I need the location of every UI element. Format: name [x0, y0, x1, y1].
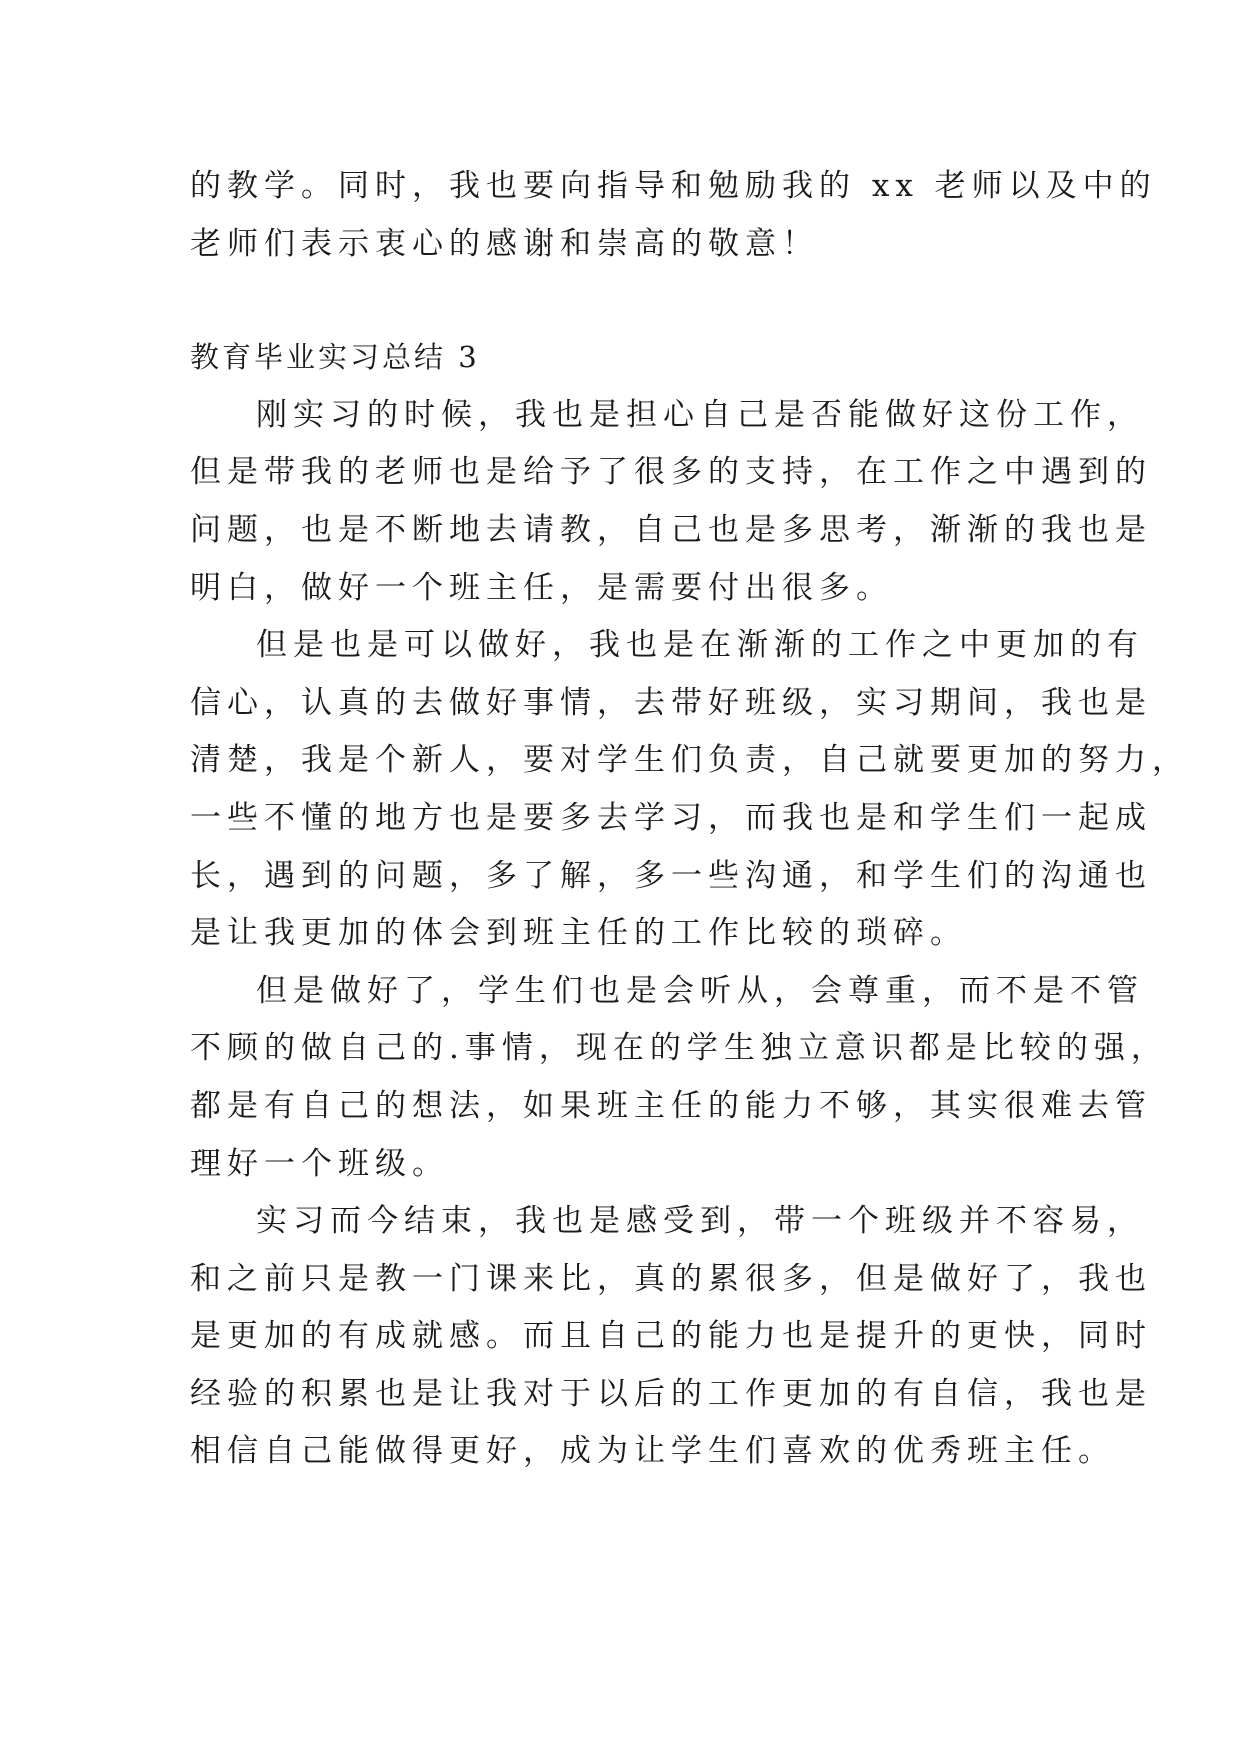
- text-line: 不顾的做自己的.事情，现在的学生独立意识都是比较的强，: [190, 1030, 1168, 1067]
- paragraph-1: [190, 387, 1152, 617]
- text-line: 的教学。同时，我也要向指导和勉励我的 xx 老师以及中的: [190, 168, 1157, 204]
- text-line: 但是做好了，学生们也是会听从，会尊重，而不是不管: [256, 972, 1144, 1009]
- document-body: [190, 158, 1189, 1481]
- text-line: 经验的积累也是让我对于以后的工作更加的有自信，我也是: [190, 1375, 1152, 1412]
- text-line: 信心，认真的去做好事情，去带好班级，实习期间，我也是: [190, 684, 1152, 721]
- text-line: 是更加的有成就感。而且自己的能力也是提升的更快，同时: [190, 1318, 1152, 1355]
- section-title: 教育毕业实习总结 3: [190, 340, 480, 375]
- text-line: 老师们表示衷心的感谢和崇高的敬意！: [190, 225, 819, 262]
- text-line: 但是也是可以做好，我也是在渐渐的工作之中更加的有: [256, 627, 1144, 664]
- text-line: 但是带我的老师也是给予了很多的支持，在工作之中遇到的: [190, 454, 1152, 491]
- text-line: 清楚，我是个新人，要对学生们负责，自己就要更加的努力，: [190, 742, 1189, 779]
- text-line: 一些不懂的地方也是要多去学习，而我也是和学生们一起成: [190, 799, 1152, 836]
- text-line: 实习而今结束，我也是感受到，带一个班级并不容易，: [256, 1203, 1144, 1240]
- intro-paragraph: [190, 158, 1157, 273]
- paragraph-2: [190, 617, 1189, 963]
- text-line: 刚实习的时候，我也是担心自己是否能做好这份工作，: [256, 396, 1144, 433]
- text-line: 和之前只是教一门课来比，真的累很多，但是做好了，我也: [190, 1260, 1152, 1297]
- text-line: 都是有自己的想法，如果班主任的能力不够，其实很难去管: [190, 1087, 1152, 1124]
- text-line: 明白，做好一个班主任，是需要付出很多。: [190, 569, 893, 606]
- text-line: 相信自己能做得更好，成为让学生们喜欢的优秀班主任。: [190, 1433, 1115, 1470]
- paragraph-4: [190, 1193, 1152, 1481]
- text-line: 长，遇到的问题，多了解，多一些沟通，和学生们的沟通也: [190, 857, 1152, 894]
- text-line: 问题，也是不断地去请教，自己也是多思考，渐渐的我也是: [190, 511, 1152, 548]
- paragraph-3: [190, 963, 1168, 1193]
- paragraph-spacer: [190, 273, 1060, 329]
- text-line: 是让我更加的体会到班主任的工作比较的琐碎。: [190, 915, 967, 952]
- text-line: 理好一个班级。: [190, 1145, 449, 1182]
